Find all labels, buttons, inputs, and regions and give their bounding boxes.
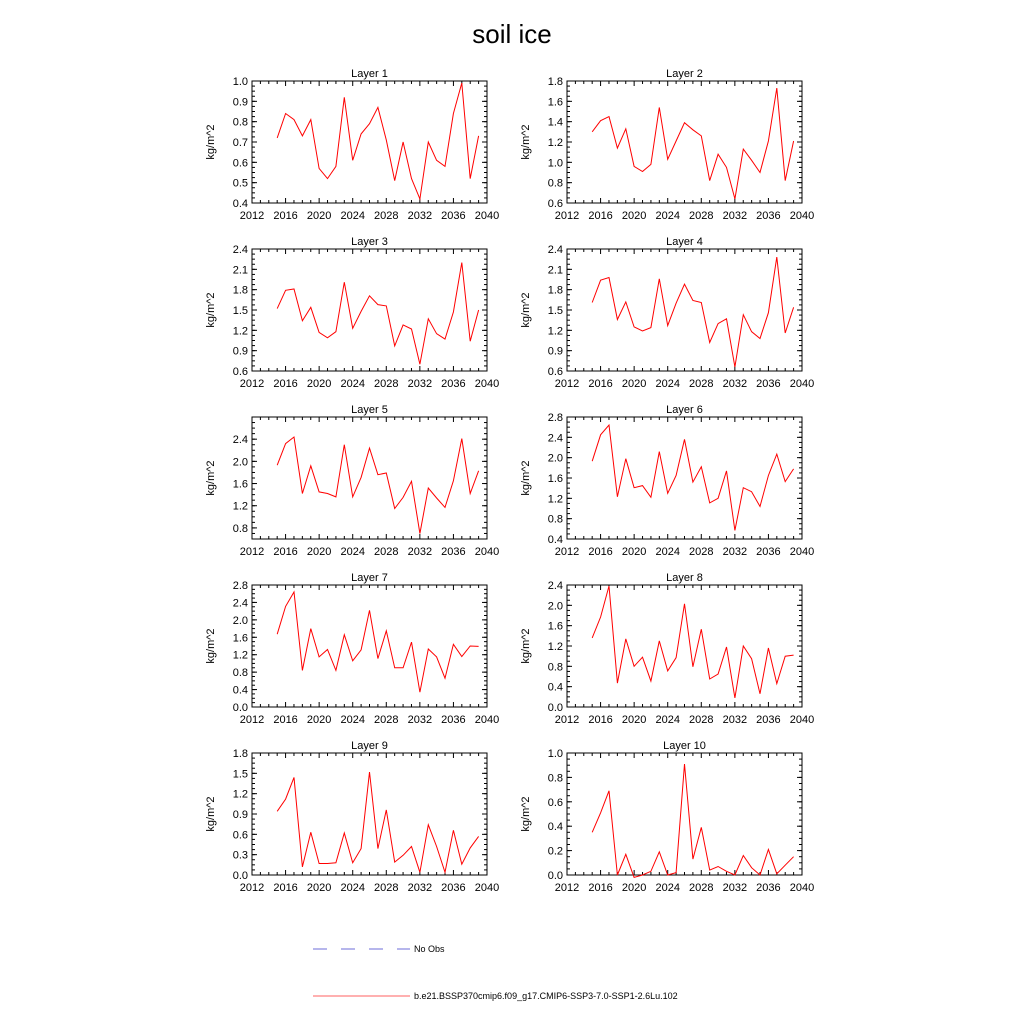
x-tick-label: 2024 — [340, 714, 365, 726]
panel-title: Layer 9 — [351, 740, 388, 752]
y-tick-label: 1.8 — [232, 284, 248, 297]
series-line — [592, 425, 793, 530]
y-tick-label: 0.9 — [547, 345, 563, 358]
x-tick-label: 2012 — [554, 210, 580, 222]
x-tick-label: 2036 — [441, 714, 466, 726]
y-tick-label: 2.4 — [547, 432, 563, 445]
y-tick-label: 1.2 — [232, 500, 248, 513]
y-tick-label: 1.2 — [232, 649, 248, 662]
x-tick-label: 2024 — [340, 210, 365, 222]
y-tick-label: 1.6 — [232, 478, 248, 491]
y-tick-label: 0.8 — [232, 522, 248, 535]
y-tick-label: 0.0 — [547, 870, 563, 882]
y-tick-label: 0.3 — [232, 849, 248, 862]
panel-title: Layer 2 — [666, 68, 703, 80]
panels — [205, 68, 814, 894]
x-tick-label: 2012 — [239, 546, 265, 558]
x-tick-label: 2020 — [621, 546, 647, 558]
x-tick-label: 2028 — [374, 378, 399, 390]
y-tick-label: 0.7 — [232, 137, 248, 149]
x-tick-label: 2036 — [441, 210, 466, 222]
x-tick-label: 2024 — [655, 882, 680, 894]
y-tick-label: 0.4 — [547, 821, 563, 834]
y-tick-label: 1.2 — [547, 137, 563, 149]
x-tick-label: 2020 — [306, 882, 332, 894]
x-tick-label: 2036 — [441, 546, 466, 558]
panel-layer-6 — [520, 404, 814, 558]
y-axis-label: kg/m^2 — [520, 628, 532, 664]
y-axis-label: kg/m^2 — [205, 796, 217, 832]
x-tick-label: 2024 — [340, 378, 365, 390]
plot-frame — [252, 417, 487, 539]
panel-layer-9 — [205, 740, 499, 894]
panel-title: Layer 7 — [351, 572, 388, 584]
y-tick-label: 0.9 — [232, 809, 248, 821]
x-tick-label: 2012 — [239, 882, 265, 894]
x-tick-label: 2012 — [554, 714, 580, 726]
x-tick-label: 2028 — [689, 882, 714, 894]
panel-title: Layer 4 — [666, 236, 703, 248]
x-tick-label: 2028 — [689, 378, 714, 390]
y-tick-label: 1.6 — [547, 473, 563, 485]
y-tick-label: 0.0 — [232, 702, 248, 714]
panel-layer-1 — [205, 68, 499, 222]
series-line — [277, 437, 478, 534]
plot-frame — [567, 753, 802, 875]
y-tick-label: 0.8 — [232, 116, 248, 129]
x-tick-label: 2040 — [789, 882, 815, 894]
figure-title: soil ice — [472, 19, 552, 49]
x-tick-label: 2040 — [474, 210, 500, 222]
y-tick-label: 0.4 — [232, 684, 248, 697]
y-tick-label: 2.4 — [232, 434, 248, 447]
y-tick-label: 0.8 — [547, 177, 563, 190]
x-tick-label: 2016 — [588, 210, 613, 222]
x-tick-label: 2032 — [407, 210, 433, 222]
x-tick-label: 2028 — [374, 210, 399, 222]
x-tick-label: 2032 — [722, 882, 748, 894]
plot-frame — [567, 417, 802, 539]
x-tick-label: 2016 — [273, 210, 298, 222]
y-axis-label: kg/m^2 — [520, 124, 532, 160]
panel-layer-5 — [205, 404, 499, 558]
y-tick-label: 0.0 — [232, 870, 248, 882]
x-tick-label: 2032 — [407, 546, 433, 558]
y-tick-label: 1.6 — [547, 620, 563, 633]
y-tick-label: 0.8 — [547, 661, 563, 674]
x-tick-label: 2020 — [306, 714, 332, 726]
x-tick-label: 2012 — [554, 546, 580, 558]
series-line — [277, 772, 478, 872]
x-tick-label: 2024 — [655, 210, 680, 222]
x-tick-label: 2012 — [239, 378, 265, 390]
y-tick-label: 0.2 — [547, 845, 563, 858]
series-line — [592, 586, 793, 698]
panel-layer-4 — [520, 236, 814, 390]
x-tick-label: 2040 — [789, 714, 815, 726]
panel-layer-8 — [520, 572, 814, 726]
series-line — [277, 592, 478, 692]
legend-label-series: b.e21.BSSP370cmip6.f09_g17.CMIP6-SSP3-7.0-SSP1-2.6Lu.102 — [414, 991, 678, 1001]
y-tick-label: 1.0 — [232, 76, 248, 88]
y-tick-label: 1.2 — [547, 493, 563, 506]
x-tick-label: 2028 — [689, 546, 714, 558]
y-tick-label: 0.0 — [547, 702, 563, 714]
y-axis-label: kg/m^2 — [520, 292, 532, 328]
x-tick-label: 2036 — [441, 378, 466, 390]
panel-layer-2 — [520, 68, 814, 222]
x-tick-label: 2036 — [441, 882, 466, 894]
y-tick-label: 1.8 — [232, 748, 248, 760]
panel-layer-7 — [205, 572, 499, 726]
panel-title: Layer 6 — [666, 404, 703, 416]
x-tick-label: 2016 — [273, 378, 298, 390]
x-tick-label: 2016 — [273, 882, 298, 894]
x-tick-label: 2012 — [239, 714, 265, 726]
panel-layer-10 — [520, 740, 814, 894]
panel-title: Layer 1 — [351, 68, 388, 80]
y-tick-label: 1.8 — [547, 284, 563, 297]
y-tick-label: 0.8 — [232, 667, 248, 680]
y-tick-label: 0.4 — [547, 534, 563, 546]
x-tick-label: 2016 — [273, 546, 298, 558]
x-tick-label: 2036 — [756, 210, 781, 222]
y-tick-label: 1.5 — [232, 768, 248, 781]
y-tick-label: 1.2 — [232, 788, 248, 801]
x-tick-label: 2024 — [655, 378, 680, 390]
x-tick-label: 2028 — [374, 714, 399, 726]
x-tick-label: 2036 — [756, 378, 781, 390]
series-line — [277, 263, 478, 365]
y-tick-label: 0.5 — [232, 177, 248, 190]
x-tick-label: 2024 — [340, 546, 365, 558]
x-tick-label: 2032 — [407, 882, 433, 894]
x-tick-label: 2032 — [722, 378, 748, 390]
x-tick-label: 2032 — [722, 714, 748, 726]
y-tick-label: 1.8 — [547, 76, 563, 88]
y-tick-label: 0.6 — [547, 366, 563, 378]
x-tick-label: 2016 — [588, 378, 613, 390]
x-tick-label: 2020 — [306, 210, 332, 222]
x-tick-label: 2032 — [407, 714, 433, 726]
y-tick-label: 1.0 — [547, 748, 563, 760]
y-tick-label: 2.0 — [547, 600, 563, 613]
x-tick-label: 2020 — [306, 378, 332, 390]
panel-title: Layer 8 — [666, 572, 703, 584]
plot-frame — [567, 81, 802, 203]
x-tick-label: 2012 — [554, 378, 580, 390]
y-axis-label: kg/m^2 — [205, 460, 217, 496]
y-tick-label: 1.0 — [547, 157, 563, 170]
y-tick-label: 2.0 — [232, 614, 248, 627]
x-tick-label: 2016 — [588, 882, 613, 894]
panel-title: Layer 10 — [663, 740, 706, 752]
x-tick-label: 2036 — [756, 882, 781, 894]
x-tick-label: 2040 — [789, 546, 815, 558]
y-tick-label: 1.4 — [547, 116, 563, 129]
y-tick-label: 2.4 — [232, 597, 248, 610]
x-tick-label: 2020 — [621, 882, 647, 894]
x-tick-label: 2040 — [474, 882, 500, 894]
y-axis-label: kg/m^2 — [205, 292, 217, 328]
x-tick-label: 2040 — [474, 714, 500, 726]
y-tick-label: 0.4 — [547, 681, 563, 694]
x-tick-label: 2020 — [621, 378, 647, 390]
y-tick-label: 1.2 — [547, 641, 563, 653]
y-axis-label: kg/m^2 — [205, 124, 217, 160]
x-tick-label: 2040 — [789, 210, 815, 222]
y-tick-label: 1.6 — [232, 632, 248, 645]
y-tick-label: 2.8 — [232, 580, 248, 592]
plot-frame — [252, 249, 487, 371]
y-tick-label: 0.4 — [232, 198, 248, 210]
x-tick-label: 2024 — [655, 546, 680, 558]
x-tick-label: 2020 — [621, 210, 647, 222]
y-tick-label: 1.2 — [547, 325, 563, 338]
y-tick-label: 0.6 — [232, 157, 248, 170]
legend-label-no-obs: No Obs — [414, 944, 445, 954]
x-tick-label: 2028 — [374, 882, 399, 894]
series-line — [592, 764, 793, 877]
x-tick-label: 2016 — [588, 546, 613, 558]
x-tick-label: 2040 — [474, 546, 500, 558]
y-tick-label: 1.5 — [232, 305, 248, 317]
y-tick-label: 0.9 — [232, 96, 248, 109]
y-tick-label: 2.0 — [547, 452, 563, 465]
legend — [313, 944, 678, 1001]
y-tick-label: 2.1 — [232, 264, 248, 277]
y-axis-label: kg/m^2 — [520, 460, 532, 496]
y-tick-label: 0.6 — [232, 829, 248, 842]
series-line — [277, 83, 478, 199]
x-tick-label: 2032 — [722, 210, 748, 222]
y-tick-label: 2.0 — [232, 456, 248, 469]
panel-layer-3 — [205, 236, 499, 390]
y-tick-label: 0.8 — [547, 513, 563, 526]
y-tick-label: 1.2 — [232, 325, 248, 338]
series-line — [592, 88, 793, 199]
x-tick-label: 2028 — [689, 714, 714, 726]
panel-title: Layer 5 — [351, 404, 388, 416]
plot-frame — [252, 81, 487, 203]
plot-frame — [567, 585, 802, 707]
x-tick-label: 2016 — [588, 714, 613, 726]
panel-title: Layer 3 — [351, 236, 388, 248]
x-tick-label: 2012 — [239, 210, 265, 222]
x-tick-label: 2036 — [756, 546, 781, 558]
y-tick-label: 0.6 — [547, 198, 563, 210]
y-axis-label: kg/m^2 — [520, 796, 532, 832]
y-tick-label: 1.5 — [547, 305, 563, 317]
x-tick-label: 2012 — [554, 882, 580, 894]
y-tick-label: 2.4 — [547, 244, 563, 256]
x-tick-label: 2028 — [374, 546, 399, 558]
y-tick-label: 1.6 — [547, 96, 563, 109]
y-tick-label: 2.4 — [547, 580, 563, 592]
x-tick-label: 2020 — [306, 546, 332, 558]
x-tick-label: 2032 — [407, 378, 433, 390]
x-tick-label: 2040 — [789, 378, 815, 390]
y-tick-label: 0.6 — [547, 796, 563, 809]
x-tick-label: 2032 — [722, 546, 748, 558]
series-line — [592, 257, 793, 367]
x-tick-label: 2024 — [655, 714, 680, 726]
x-tick-label: 2036 — [756, 714, 781, 726]
x-tick-label: 2040 — [474, 378, 500, 390]
x-tick-label: 2024 — [340, 882, 365, 894]
plot-frame — [567, 249, 802, 371]
y-tick-label: 2.4 — [232, 244, 248, 256]
y-tick-label: 2.8 — [547, 412, 563, 424]
x-tick-label: 2016 — [273, 714, 298, 726]
y-tick-label: 0.6 — [232, 366, 248, 378]
x-tick-label: 2020 — [621, 714, 647, 726]
x-tick-label: 2028 — [689, 210, 714, 222]
y-tick-label: 0.9 — [232, 345, 248, 358]
y-axis-label: kg/m^2 — [205, 628, 217, 664]
y-tick-label: 2.1 — [547, 264, 563, 277]
plot-frame — [252, 753, 487, 875]
y-tick-label: 0.8 — [547, 772, 563, 785]
